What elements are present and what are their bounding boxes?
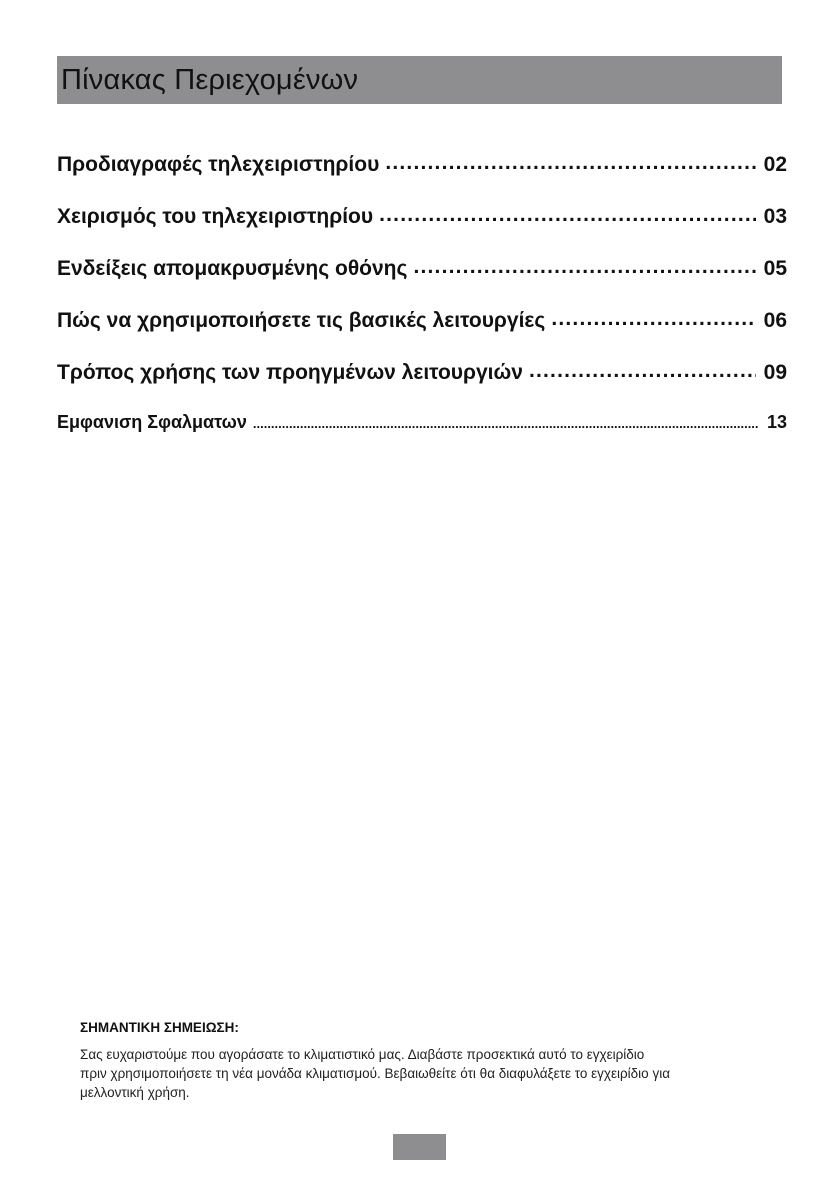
page-title: Πίνακας Περιεχομένων [61,63,359,96]
toc-page-number: 13 [766,412,787,432]
important-note [80,1020,785,1102]
toc-entry-remote-handling[interactable] [57,202,787,254]
toc-entry-title: Πώς να χρησιμοποιήσετε τις βασικές λειτουργίες [57,309,546,332]
toc-page-number: 02 [763,153,787,176]
toc-entry-remote-specs[interactable] [57,150,787,202]
dot-leader [413,254,755,275]
toc-page-number: 03 [763,205,787,228]
toc-entry-error-display[interactable] [57,410,787,462]
dot-leader [379,202,756,223]
table-of-contents [57,150,787,462]
toc-page-number: 06 [763,309,787,332]
toc-entry-title: Τρόπος χρήσης των προηγμένων λειτουργιών [57,361,523,384]
dot-leader [529,358,756,379]
toc-entry-title: Προδιαγραφές τηλεχειριστηρίου [57,153,380,176]
dot-leader [253,410,759,428]
note-line: Σας ευχαριστούμε που αγοράσατε το κλιματιστικό μας. Διαβάστε προσεκτικά αυτό το εγχειρίδιο [80,1047,645,1062]
note-body [80,1045,785,1102]
toc-entry-basic-functions[interactable] [57,306,787,358]
title-bar [57,56,782,104]
page-number-tab [393,1134,446,1160]
toc-page-number: 09 [763,361,787,384]
note-line: μελλοντική χρήση. [80,1085,190,1100]
dot-leader [385,150,755,171]
toc-entry-title: Χειρισμός του τηλεχειριστηρίου [57,205,374,228]
note-heading: ΣΗΜΑΝΤΙΚΗ ΣΗΜΕΙΩΣΗ: [80,1020,239,1035]
note-line: πριν χρησιμοποιήσετε τη νέα μονάδα κλιματισμού. Βεβαιωθείτε ότι θα διαφυλάξετε το εγχειρίδιο για [80,1066,670,1081]
toc-page-number: 05 [763,257,787,280]
toc-entry-title: Εμφανιση Σφαλματων [57,412,247,432]
toc-entry-remote-display[interactable] [57,254,787,306]
toc-entry-advanced-functions[interactable] [57,358,787,410]
toc-entry-title: Ενδείξεις απομακρυσμένης οθόνης [57,257,408,280]
dot-leader [551,306,755,327]
